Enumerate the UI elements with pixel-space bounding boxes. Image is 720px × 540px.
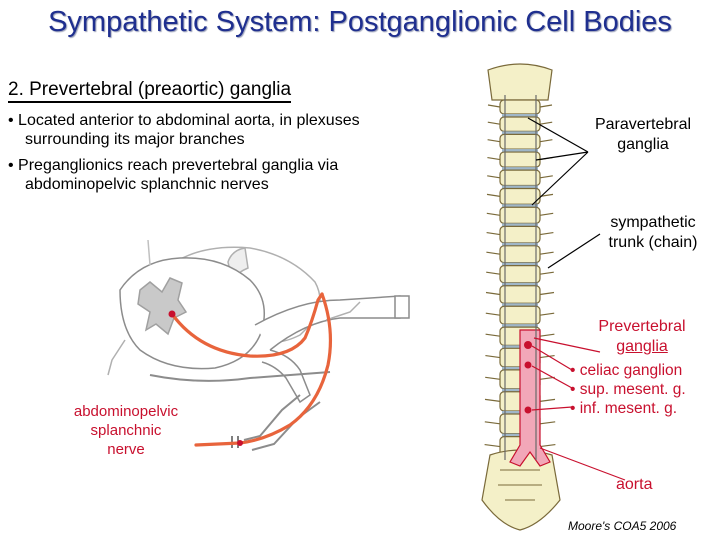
bullet-preganglionics-line1: • Preganglionics reach prevertebral ganglia via (8, 157, 339, 174)
trunk-line2: trunk (chain) (608, 234, 698, 251)
nerve-line1: abdominopelvic (73, 403, 179, 420)
vertebra (500, 117, 540, 131)
inf-mesent-ganglion-dot (525, 407, 532, 414)
vertebra (500, 100, 540, 114)
vertebra (500, 306, 540, 324)
vertebra (500, 286, 540, 304)
vertebra (500, 266, 540, 283)
bullet-location-line1: • Located anterior to abdominal aorta, in plexuses (8, 112, 360, 129)
sup-mesent-ganglion-label: • sup. mesent. g. (570, 381, 686, 398)
vertebra (500, 134, 540, 149)
prevertebral-ganglion-dot (237, 440, 243, 446)
paravertebral-ganglia-label (578, 115, 708, 155)
sympathetic-trunk-label (588, 213, 718, 253)
vertebra (500, 189, 540, 205)
bullet-preganglionics-line2: abdominopelvic splanchnic nerves (25, 176, 269, 193)
prevertebral-line1: Prevertebral (598, 318, 686, 335)
vertebra (500, 226, 540, 242)
bullet-location-line2: surrounding its major branches (25, 131, 245, 148)
paravertebral-line2: ganglia (617, 136, 669, 153)
inf-mesent-ganglion-label: • inf. mesent. g. (570, 400, 678, 417)
nerve-line2: splanchnic (90, 422, 162, 439)
vertebra (500, 170, 540, 185)
paravertebral-line1: Paravertebral (594, 116, 692, 133)
aorta-label: aorta (616, 476, 653, 493)
nerve-line3: nerve (107, 441, 145, 458)
vertebra (500, 207, 540, 223)
subheading: 2. Prevertebral (preaortic) ganglia (8, 79, 291, 103)
vertebra (500, 152, 540, 167)
splanchnic-nerve-label (56, 402, 196, 459)
slide-title: Sympathetic System: Postganglionic Cell Bodies (48, 6, 672, 38)
vertebral-column (482, 64, 560, 530)
trunk-line1: sympathetic (610, 214, 696, 231)
preganglionic-cell-body (169, 311, 176, 318)
leader-lines (528, 118, 625, 480)
sup-mesent-ganglion-dot (525, 362, 532, 369)
celiac-ganglion-dot (524, 341, 532, 349)
celiac-ganglion-label: • celiac ganglion (570, 362, 683, 379)
credit-citation: Moore's COA5 2006 (568, 519, 677, 533)
prevertebral-ganglia-label (576, 317, 708, 357)
prevertebral-line2: ganglia (616, 338, 668, 355)
vertebra (500, 246, 540, 263)
